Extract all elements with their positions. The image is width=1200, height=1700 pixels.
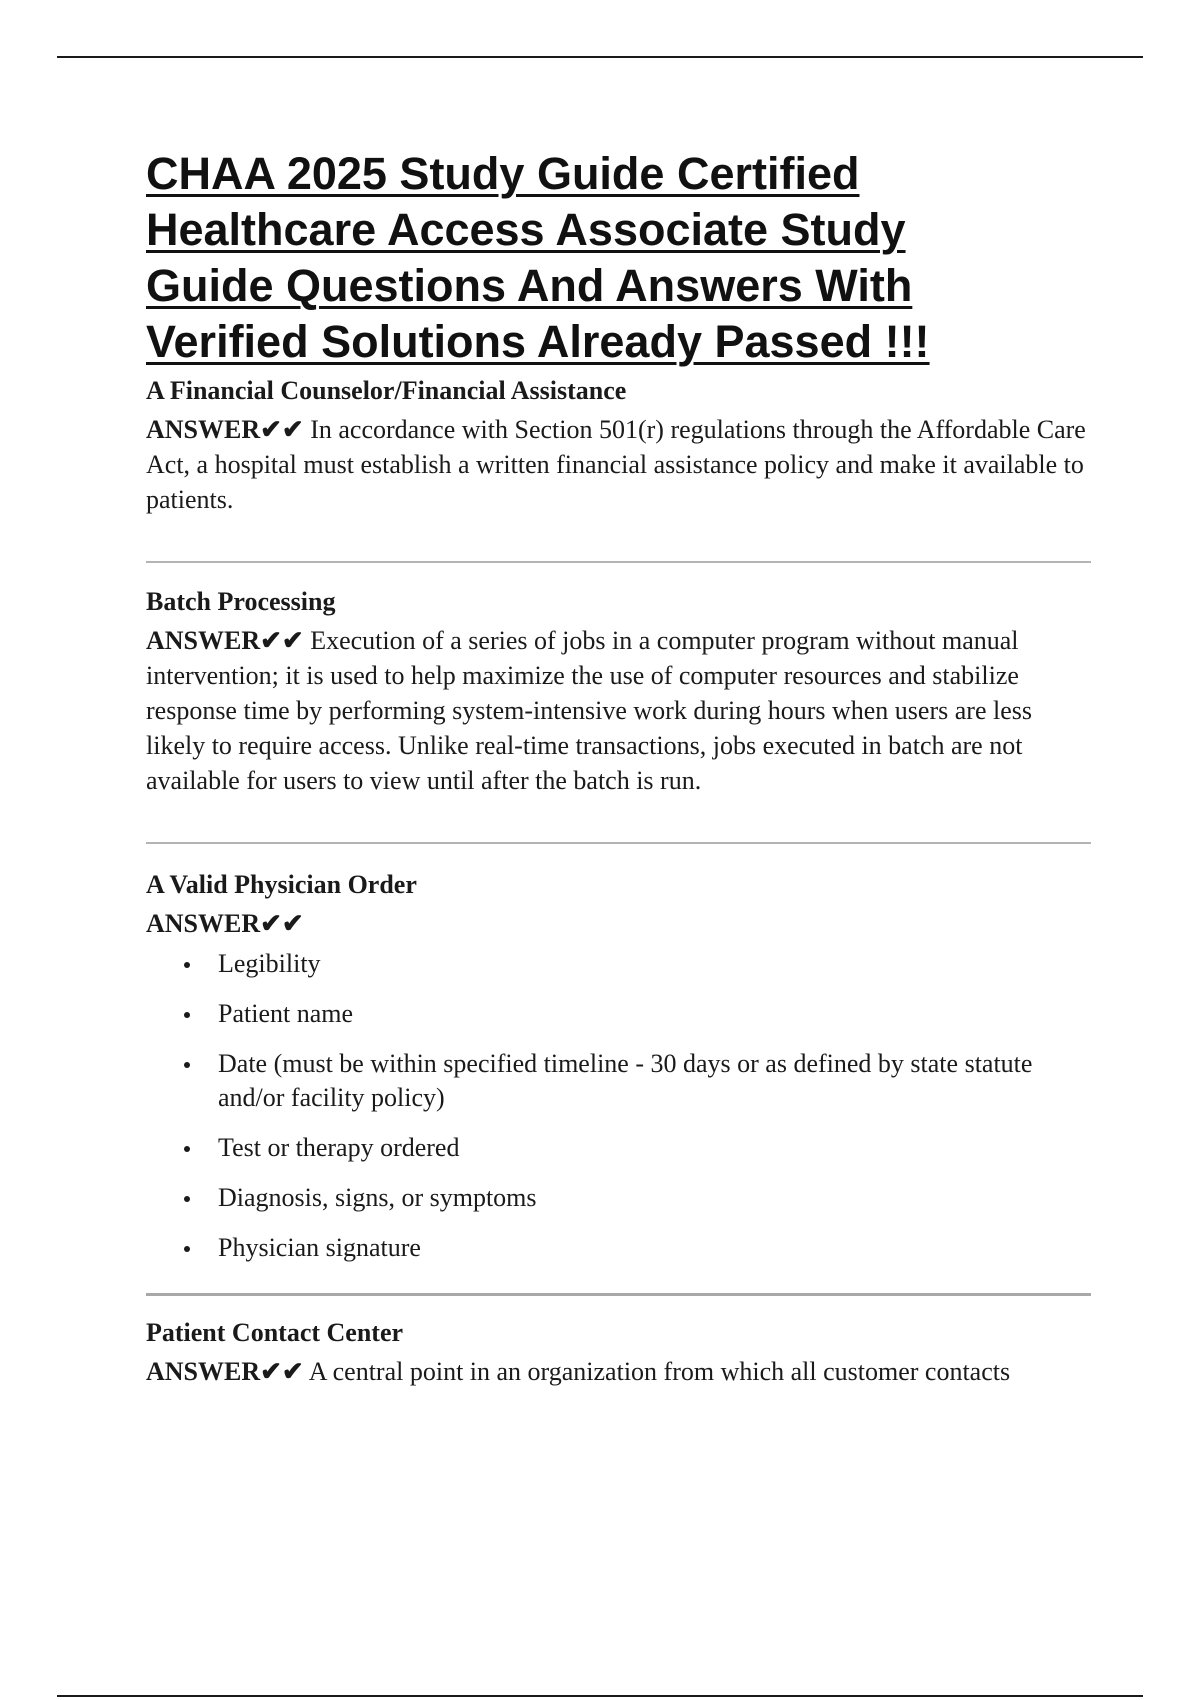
list-item: Legibility (184, 947, 1091, 981)
list-item: Date (must be within specified timeline - 30 days or as defined by state statute and/or facility policy) (184, 1047, 1091, 1115)
qa-entry-valid-physician-order (146, 868, 1091, 1265)
section-divider (146, 561, 1091, 563)
answer-label: ANSWER✔✔ (146, 626, 304, 655)
answer-label: ANSWER✔✔ (146, 1357, 304, 1386)
section-divider (146, 842, 1091, 844)
answer-body: In accordance with Section 501(r) regulations through the Affordable Care Act, a hospital must establish a written financial assistance policy and make it available to patients. (146, 415, 1086, 514)
list-item: Diagnosis, signs, or symptoms (184, 1181, 1091, 1215)
list-item: Test or therapy ordered (184, 1131, 1091, 1165)
answer-label: ANSWER✔✔ (146, 415, 304, 444)
question-term: A Valid Physician Order (146, 870, 417, 899)
document-body (146, 146, 1091, 1389)
qa-entry-patient-contact-center (146, 1316, 1091, 1389)
page-top-rule (57, 56, 1143, 58)
question-term: A Financial Counselor/Financial Assistance (146, 376, 627, 405)
section-divider (146, 1293, 1091, 1296)
requirements-list (146, 947, 1091, 1265)
answer-text (146, 1354, 1091, 1389)
answer-label: ANSWER✔✔ (146, 909, 304, 938)
question-term: Batch Processing (146, 587, 336, 616)
question-term: Patient Contact Center (146, 1318, 404, 1347)
answer-text (146, 412, 1091, 517)
page-bottom-rule (57, 1695, 1143, 1697)
document-title: CHAA 2025 Study Guide Certified Healthcare Access Associate Study Guide Questions And Answers With Verified Solutions Already Passed !!! (146, 148, 930, 367)
qa-entry-batch-processing (146, 585, 1091, 798)
answer-body: Execution of a series of jobs in a computer program without manual intervention; it is used to help maximize the use of computer resources and stabilize response time by performing system-intensive work during hours when users are less likely to require access. Unlike real-time transactions, jobs executed in batch are not available for users to view until after the batch is run. (146, 626, 1032, 795)
list-item: Physician signature (184, 1231, 1091, 1265)
answer-text (146, 623, 1091, 798)
answer-text (146, 906, 1091, 941)
list-item: Patient name (184, 997, 1091, 1031)
answer-body: A central point in an organization from which all customer contacts (308, 1357, 1011, 1386)
qa-entry-financial-counselor (146, 374, 1091, 517)
